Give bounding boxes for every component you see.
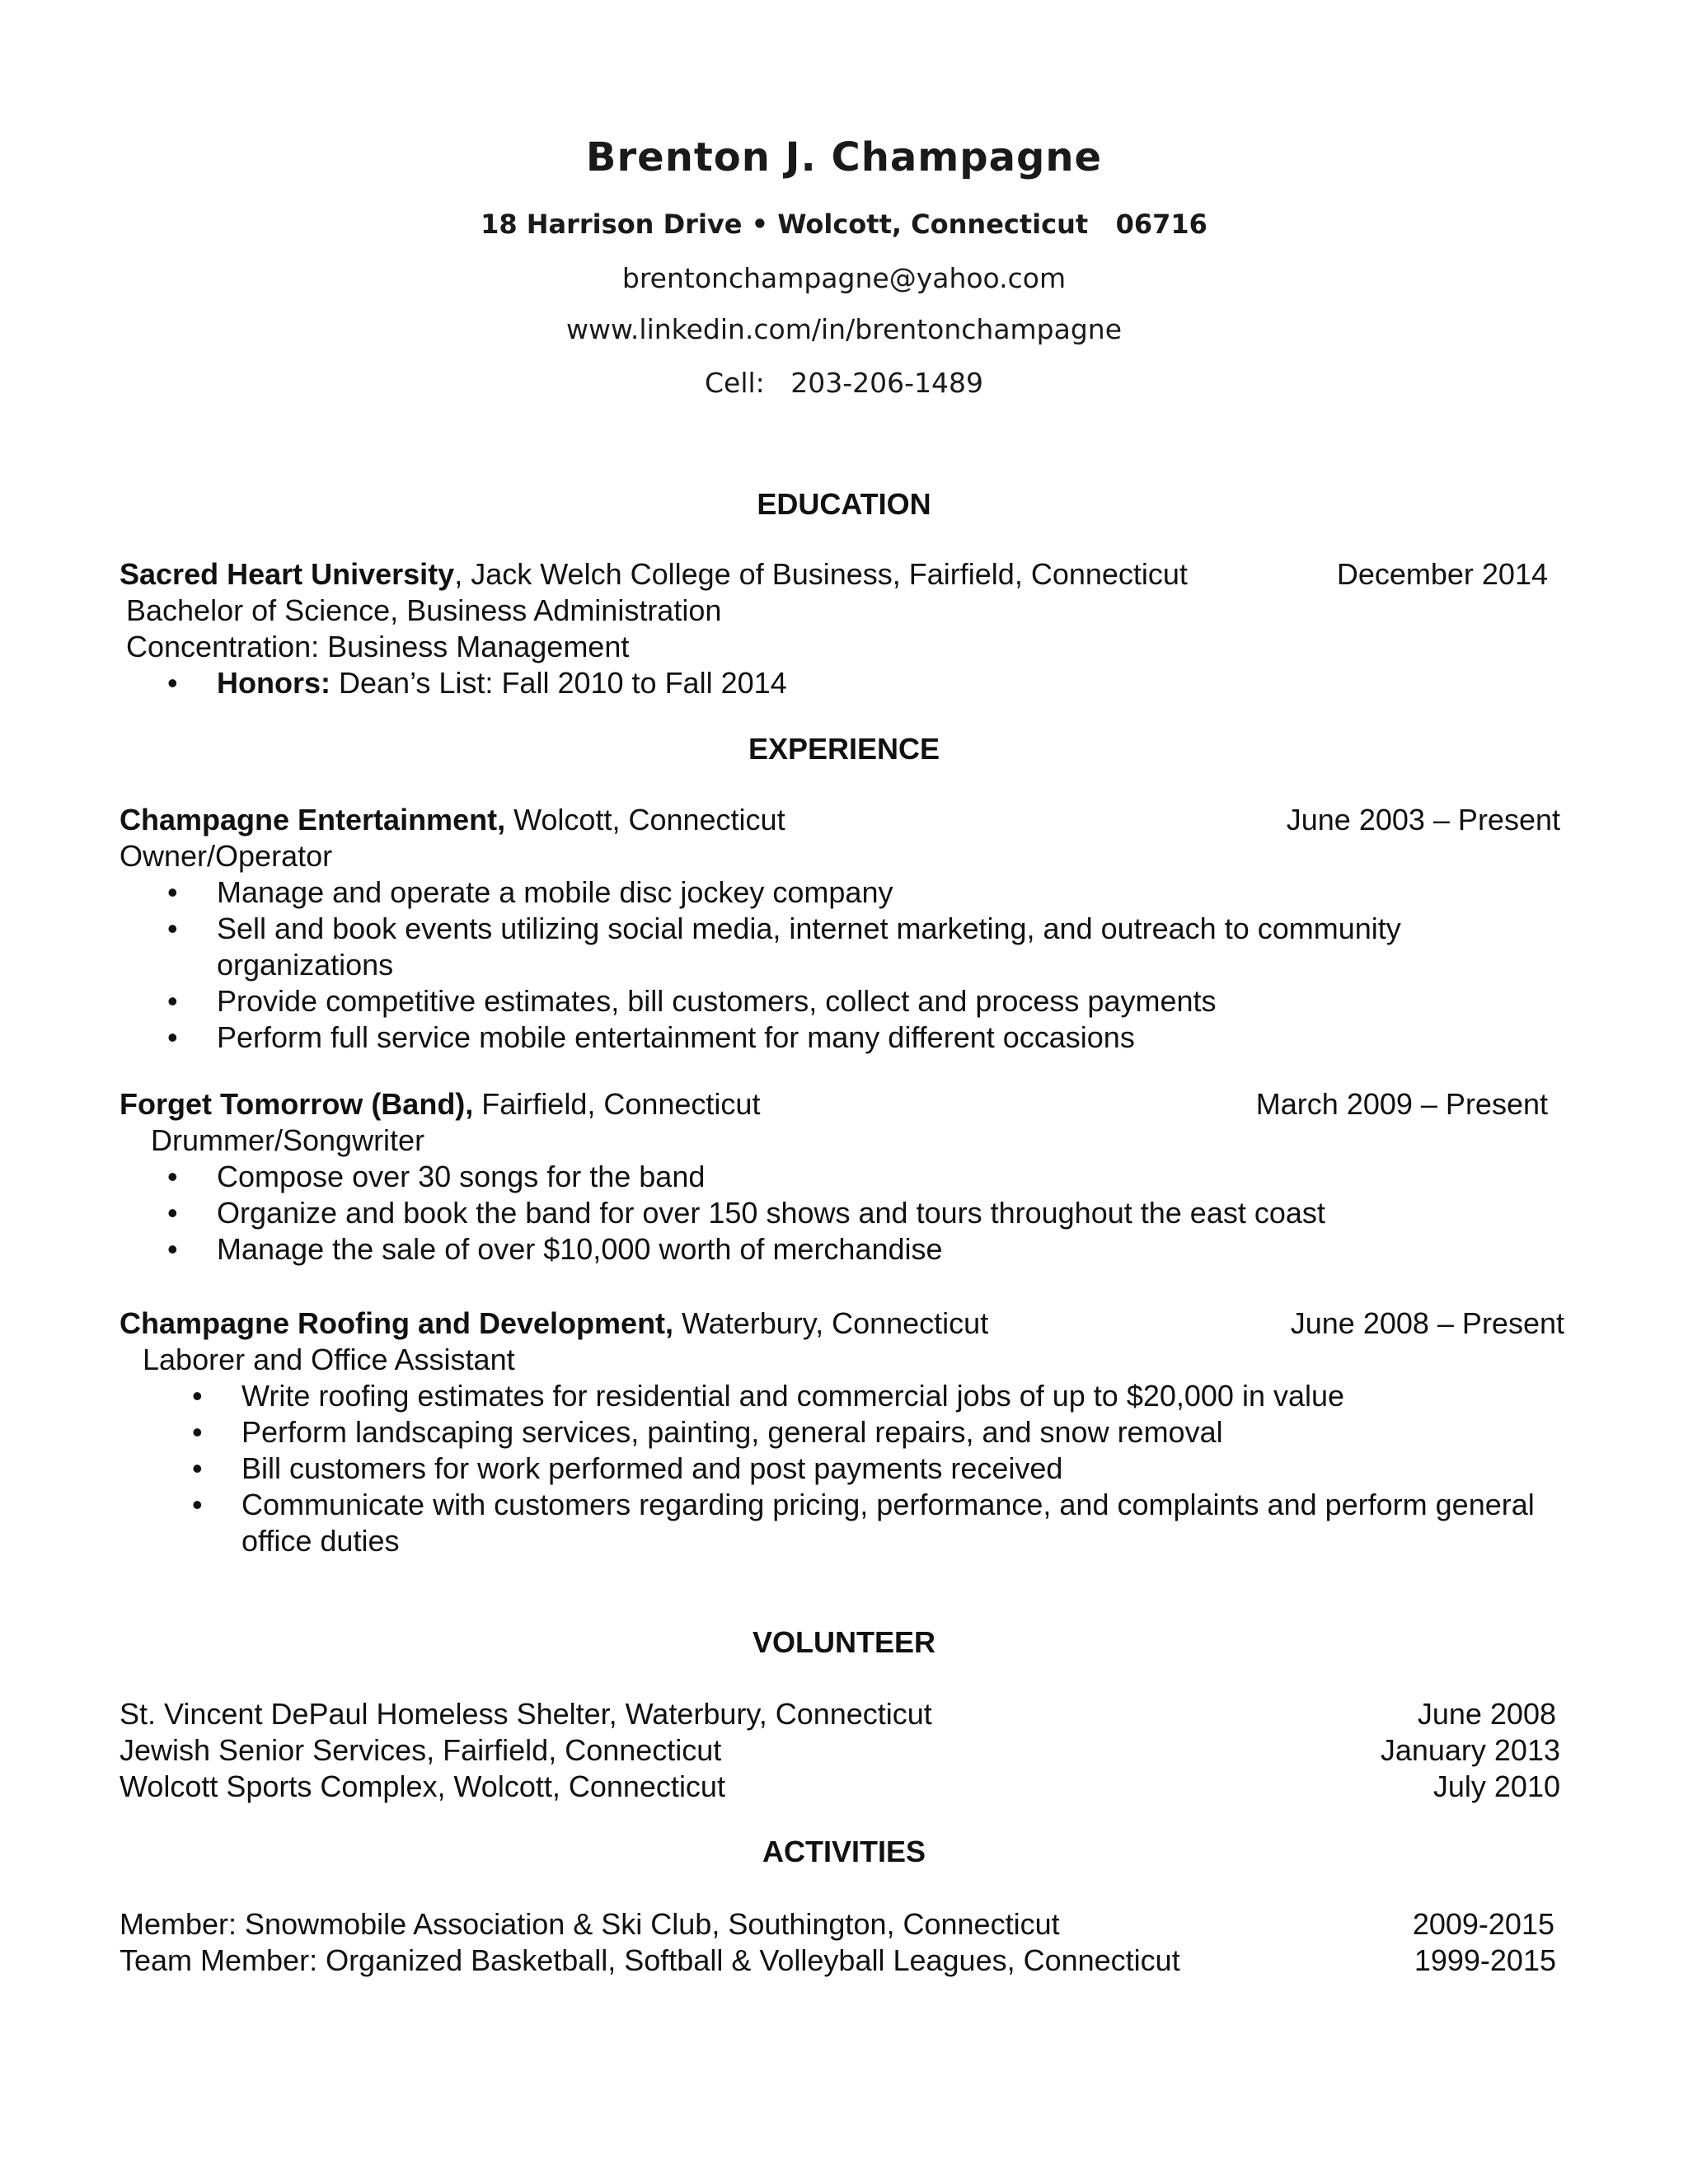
company-name: Forget Tomorrow (Band), [120, 1087, 474, 1121]
volunteer-date: January 2013 [1380, 1733, 1560, 1767]
volunteer-org: St. Vincent DePaul Homeless Shelter, Waterbury, Connecticut [120, 1697, 932, 1731]
list-item: • Compose over 30 songs for the band [217, 1159, 1325, 1195]
job-date: June 2008 – Present [1290, 1306, 1564, 1340]
list-item: • Bill customers for work performed and post payments received [241, 1451, 1535, 1487]
activity-date: 2009-2015 [1412, 1907, 1554, 1941]
job-location: Wolcott, Connecticut [505, 803, 785, 837]
list-item-continuation: organizations [217, 948, 394, 982]
list-item: • Write roofing estimates for residential and commercial jobs of up to $20,000 in value [241, 1378, 1535, 1414]
list-item: • Organize and book the band for over 150 shows and tours throughout the east coast [217, 1195, 1325, 1231]
school-name: Sacred Heart University [120, 557, 455, 591]
list-item: • Perform full service mobile entertainment for many different occasions [217, 1019, 1401, 1056]
linkedin-link[interactable]: www.linkedin.com/in/brentonchampagne [565, 313, 1123, 345]
activity-item: Team Member: Organized Basketball, Softball & Volleyball Leagues, Connecticut [120, 1943, 1180, 1977]
job-title: Owner/Operator [120, 839, 333, 873]
education-date: December 2014 [1336, 557, 1548, 591]
list-item: • Manage the sale of over $10,000 worth of merchandise [217, 1231, 1325, 1268]
volunteer-org: Jewish Senior Services, Fairfield, Connecticut [120, 1733, 722, 1767]
activities-heading: ACTIVITIES [762, 1835, 926, 1868]
job-header [120, 1305, 988, 1342]
volunteer-heading: VOLUNTEER [752, 1625, 935, 1659]
volunteer-date: June 2008 [1417, 1697, 1556, 1731]
job-title: Laborer and Office Assistant [143, 1343, 515, 1376]
volunteer-org: Wolcott Sports Complex, Wolcott, Connecticut [120, 1769, 725, 1803]
list-item: • Manage and operate a mobile disc jockey company [217, 874, 1401, 911]
list-item: • Perform landscaping services, painting, general repairs, and snow removal [241, 1414, 1535, 1451]
honors-list [217, 665, 787, 701]
job-bullets [241, 1378, 1535, 1559]
bullet-text: Sell and book events utilizing social media, internet marketing, and outreach to community [217, 912, 1401, 945]
email-link[interactable]: brentonchampagne@yahoo.com [621, 262, 1067, 294]
school-details: , Jack Welch College of Business, Fairfield, Connecticut [454, 557, 1188, 591]
address: 18 Harrison Drive • Wolcott, Connecticut 06716 [481, 209, 1207, 240]
honors-label: Honors: [217, 666, 331, 700]
job-header [120, 802, 785, 838]
concentration: Concentration: Business Management [126, 630, 630, 663]
list-item [217, 665, 787, 701]
education-school-line [120, 556, 1188, 593]
activity-item: Member: Snowmobile Association & Ski Club, Southington, Connecticut [120, 1907, 1060, 1941]
volunteer-date: July 2010 [1432, 1769, 1560, 1803]
job-bullets [217, 874, 1401, 1056]
job-bullets [217, 1159, 1325, 1268]
job-date: March 2009 – Present [1255, 1087, 1548, 1121]
activity-date: 1999-2015 [1414, 1943, 1556, 1977]
list-item [217, 911, 1401, 947]
experience-heading: EXPERIENCE [748, 732, 940, 766]
job-date: June 2003 – Present [1286, 803, 1560, 837]
education-heading: EDUCATION [757, 487, 931, 521]
degree: Bachelor of Science, Business Administration [126, 593, 722, 627]
list-item: • Provide competitive estimates, bill customers, collect and process payments [217, 983, 1401, 1019]
job-location: Fairfield, Connecticut [473, 1087, 761, 1121]
list-item: • Communicate with customers regarding pricing, performance, and complaints and perform general [241, 1487, 1535, 1523]
cell-phone: Cell: 203-206-1489 [704, 367, 984, 399]
company-name: Champagne Roofing and Development, [120, 1306, 674, 1340]
job-header [120, 1086, 760, 1122]
company-name: Champagne Entertainment, [120, 803, 506, 837]
job-title: Drummer/Songwriter [151, 1123, 425, 1157]
job-location: Waterbury, Connecticut [673, 1306, 989, 1340]
honors-text: Dean’s List: Fall 2010 to Fall 2014 [331, 666, 787, 700]
candidate-name: Brenton J. Champagne [585, 134, 1103, 180]
list-item-continuation: office duties [241, 1524, 400, 1558]
